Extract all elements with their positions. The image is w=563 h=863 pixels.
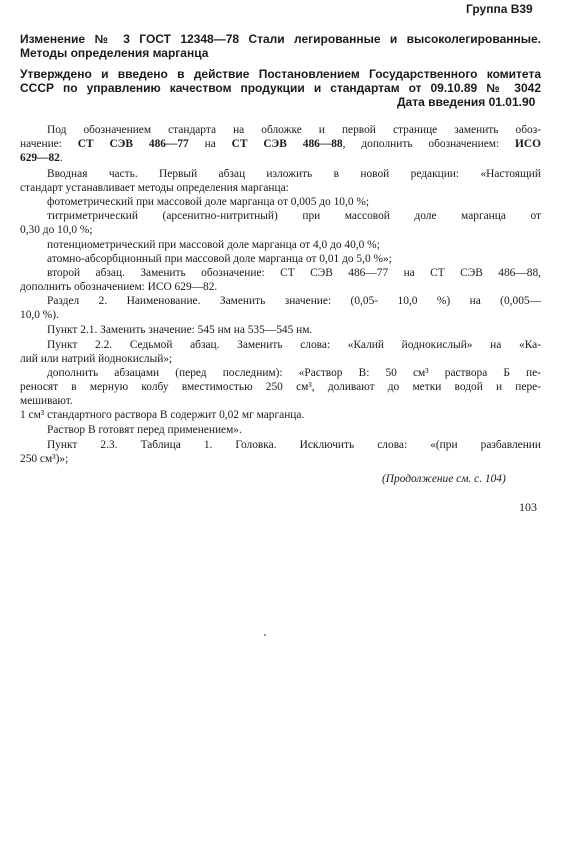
page-number: 103: [519, 500, 537, 514]
body-line: 629—82.: [20, 152, 63, 164]
body-line: Пункт 2.1. Заменить значение: 545 нм на 535—545 нм.: [47, 324, 313, 336]
body-line: 10,0 %).: [20, 309, 59, 321]
body-line: Пункт 2.2. Седьмой абзац. Заменить слова: «Калий йоднокислый» на «Ка-: [47, 340, 541, 351]
body-line: Раздел 2. Наименование. Заменить значение: (0,05- 10,0 %) на (0,005—: [47, 296, 541, 307]
body-line: Раствор В готовят перед применением».: [47, 424, 242, 436]
body-line: Под обозначением стандарта на обложке и первой странице заменить обоз-: [47, 125, 541, 136]
body-line: Вводная часть. Первый абзац изложить в новой редакции: «Настоящий: [47, 169, 541, 180]
body-line: Пункт 2.3. Таблица 1. Головка. Исключить слова: «(при разбавлении: [47, 440, 541, 451]
scan-speck: [264, 634, 266, 636]
body-line: 1 см³ стандартного раствора В содержит 0,02 мг марганца.: [20, 409, 305, 421]
body-line: дополнить обозначением: ИСО 629—82.: [20, 281, 218, 293]
change-title-line-2: Методы определения марганца: [20, 46, 209, 60]
body-line: стандарт устанавливает методы определения марганца:: [20, 182, 289, 194]
body-line: титриметрический (арсенитно-нитритный) при массовой доле марганца от: [47, 211, 541, 222]
continued-note: (Продолжение см. с. 104): [382, 473, 506, 485]
approval-line-1: Утверждено и введено в действие Постановлением Государственного комитета: [20, 68, 541, 81]
approval-line-2: СССР по управлению качеством продукции и стандартам от 09.10.89 № 3042: [20, 82, 541, 95]
body-line: атомно-абсорбционный при массовой доле марганца от 0,01 до 5,0 %»;: [47, 253, 392, 265]
body-line: дополнить абзацами (перед последним): «Раствор В: 50 см³ раствора Б пе-: [47, 368, 541, 379]
effective-date: Дата введения 01.01.90: [397, 95, 536, 109]
change-title-line-1: Изменение № 3 ГОСТ 12348—78 Стали легированные и высоколегированные.: [20, 33, 541, 46]
body-line: мешивают.: [20, 395, 73, 407]
body-line: начение: СТ СЭВ 486—77 на СТ СЭВ 486—88, дополнить обозначением: ИСО: [20, 139, 541, 150]
body-line: 250 см³)»;: [20, 453, 69, 465]
body-line: потенциометрический при массовой доле марганца от 4,0 до 40,0 %;: [47, 239, 380, 251]
group-label: Группа В39: [466, 2, 533, 16]
body-line: второй абзац. Заменить обозначение: СТ СЭВ 486—77 на СТ СЭВ 486—88,: [47, 268, 541, 279]
body-line: реносят в мерную колбу вместимостью 250 см³, доливают до метки водой и пере-: [20, 382, 541, 393]
body-line: фотометрический при массовой доле марганца от 0,005 до 10,0 %;: [47, 196, 370, 208]
body-line: 0,30 до 10,0 %;: [20, 224, 93, 236]
body-line: лий или натрий йоднокислый»;: [20, 353, 173, 365]
